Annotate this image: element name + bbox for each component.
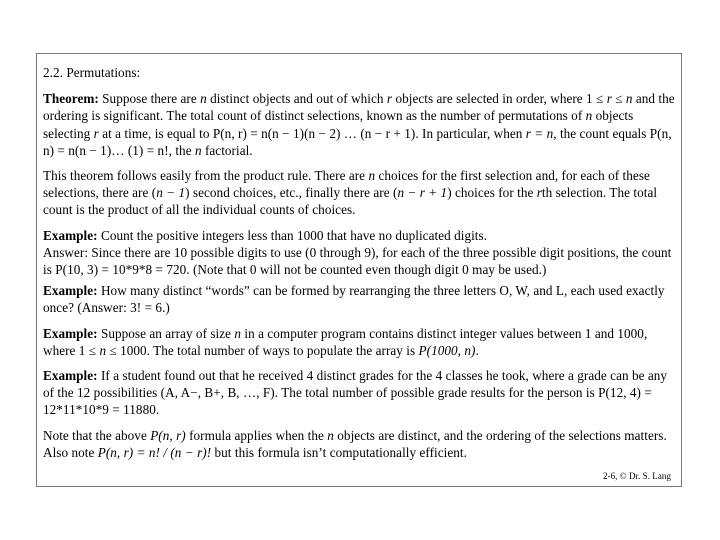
example-label: Example: — [43, 368, 98, 384]
permutation-formula-special: P(n, n) = n(n − 1)… (1) = n! — [43, 125, 672, 158]
theorem-label: Theorem: — [43, 91, 99, 107]
permutation-formula-general: P(n, r) = n(n − 1)(n − 2) … (n − r + 1) — [212, 125, 416, 141]
theorem-paragraph: Theorem: Suppose there are n distinct objects and out of which r objects are selected in order, where 1 ≤ r ≤ n and the ordering is significant. The total count of distinct selections, known as the number of permutations of n objects selecting r at a time, is equal to P(n, r) = n(n − 1)(n − 2) … (n − r + 1). In particular, when r = n, the count equals P(n, n) = n(n − 1)… (1) = n!, the n factorial. — [43, 91, 675, 158]
product-rule-paragraph: This theorem follows easily from the product rule. There are n choices for the first selection and, for each of these selections, there are (n − 1) second choices, etc., finally there are (n − r + 1) choices for the rth selection. The total count is the product of all the individual counts of choices. — [43, 168, 658, 218]
slide-footer: 2-6, © Dr. S. Lang — [603, 471, 671, 481]
example-2: Example: How many distinct “words” can be formed by rearranging the three letters O, W, and L, each used exactly once? (Answer: 3! = 6.) — [43, 283, 665, 316]
example-3: Example: Suppose an array of size n in a computer program contains distinct integer values between 1 and 1000, where 1 ≤ n ≤ 1000. The total number of ways to populate the array is P(1000, n). — [43, 325, 648, 358]
example-4: Example: If a student found out that he received 4 distinct grades for the 4 classes he took, where a grade can be any of the 12 possibilities (A, A−, B+, B, …, F). The total number of possible grade results for the person is P(12, 4) = 12*11*10*9 = 11880. — [43, 368, 668, 418]
example-1: Example: Count the positive integers less than 1000 that have no duplicated digits. Answer: Since there are 10 possible digits to use (0 through 9), for each of the three possible digit positions, the count is P(10, 3) = 10*9*8 = 720. (Note that 0 will not be counted even though digit 0 may be used.) — [43, 227, 672, 278]
example-1-answer: Answer: Since there are 10 possible digits to use (0 through 9), for each of the three possible digit positions, the count is P(10, 3) = 10*9*8 = 720. (Note that 0 will not be counted even though digit 0 may be used.) — [43, 244, 672, 278]
example-label: Example: — [43, 325, 98, 341]
example-label: Example: — [43, 227, 98, 243]
section-heading: 2.2. Permutations: — [43, 65, 141, 80]
slide-content-box — [36, 53, 682, 487]
example-label: Example: — [43, 283, 98, 299]
note-paragraph: Note that the above P(n, r) formula applies when the n objects are distinct, and the ordering of the selections matters. Also note P(n, r) = n! / (n − r)! but this formula isn’t computationally efficient. — [43, 427, 667, 460]
